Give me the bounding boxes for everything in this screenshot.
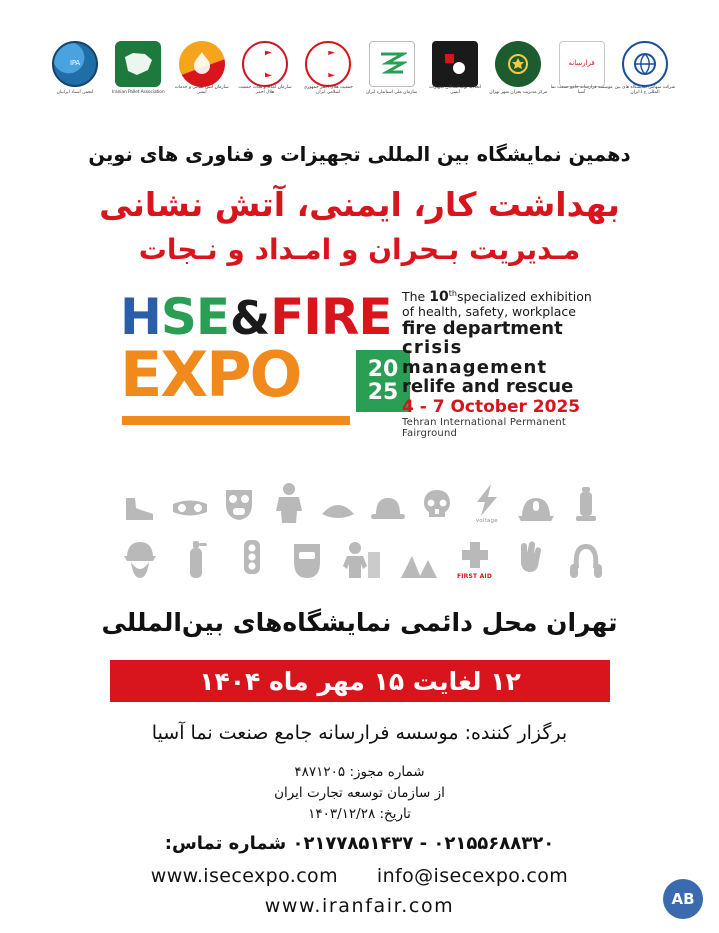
en-line-5: relife and rescue (402, 376, 574, 398)
traffic-light-glyph (240, 538, 264, 580)
suit-glyph (272, 482, 306, 524)
permit-number: شماره مجوز: ۴۸۷۱۲۰۵ (294, 764, 425, 780)
voltage-caption: voltage (475, 518, 498, 524)
firefighter-head-glyph (121, 540, 159, 580)
skull-crossbones-glyph (420, 488, 454, 524)
iran-pallet-association-icon (115, 41, 161, 87)
en-edition-number: 10 (429, 289, 449, 306)
en-venue: Tehran International Permanent Fairground (402, 416, 567, 439)
goggles-glyph (169, 494, 211, 524)
sponsor-abbr-8: فرارسانه (568, 59, 595, 68)
cross-glyph (458, 540, 492, 572)
icon-row-2 (118, 524, 608, 580)
date-ribbon (110, 660, 610, 702)
sponsor-logo-5 (361, 33, 423, 95)
flame-icon (191, 51, 213, 77)
headline-line-3: مـدیریت بـحران و امـداد و نـجات (138, 233, 581, 266)
phone-label: شماره تماس: (164, 833, 287, 854)
website-link-2[interactable]: www.iranfair.com (264, 895, 455, 917)
phone-number-1: ۰۲۱۷۷۸۵۱۴۳۷ (292, 833, 414, 854)
fire-department-icon (179, 41, 225, 87)
sponsor-logo-strip (44, 28, 676, 100)
protective-suit-icon (267, 472, 311, 524)
first-aid-cross-icon (453, 528, 497, 580)
en-date: 4 - 7 October 2025 (402, 396, 581, 417)
hardhat-glyph (368, 492, 408, 524)
sponsor-logo-8 (551, 33, 613, 95)
letter-s: S (160, 288, 196, 346)
rescue-worker-glyph (342, 540, 384, 580)
hard-hat-icon (366, 472, 410, 524)
high-voltage-icon (465, 472, 509, 524)
crescent-icon (252, 51, 278, 77)
permit-authority: از سازمان توسعه تجارت ایران (274, 784, 445, 801)
sponsor-caption-0: انجمن اسناد ایرانیان (56, 89, 94, 95)
traffic-light-icon (230, 528, 274, 580)
ear-muffs-glyph (568, 542, 604, 580)
fire-hydrant-icon (564, 472, 608, 524)
extinguisher-glyph (183, 538, 209, 580)
firefighter-head-icon (118, 528, 162, 580)
respirator-mask-icon (217, 472, 261, 524)
sponsor-logo-9 (614, 33, 676, 95)
safety-goggles-icon (168, 472, 212, 524)
expo-underline-bar (122, 416, 350, 425)
lockup-wordmark (120, 288, 399, 440)
welding-mask-icon (285, 528, 329, 580)
contact-phone-line (0, 833, 719, 854)
icon-row-1 (118, 468, 608, 524)
ampersand: & (230, 291, 270, 345)
crescent-icon-2 (315, 51, 341, 77)
sponsor-logo-3 (234, 33, 296, 95)
en-line-2: of health, safety, workplace (402, 304, 576, 320)
sponsor-caption-2: سازمان آتش نشانی و خدمات ایمنی (174, 84, 229, 95)
date-ribbon-text: ۱۲ لغایت ۱۵ مهر ماه ۱۴۰۴ (199, 666, 521, 696)
safety-gloves-icon (508, 528, 552, 580)
headline-line-2: بهداشت کار، ایمنی، آتش نشانی (99, 185, 620, 224)
safety-equipment-icon (432, 41, 478, 87)
en-specialized: specialized exhibition (456, 289, 592, 305)
toxic-skull-icon (415, 472, 459, 524)
contact-web-line (0, 865, 719, 887)
sponsor-logo-1 (107, 33, 169, 95)
sponsor-caption-7: مرکز مدیریت بحران شهر تهران (489, 89, 548, 95)
red-square-icon (442, 51, 468, 77)
en-line-4: crisis management (402, 337, 548, 378)
sponsor-caption-3: سازمان امداد و نجات جمعیت هلال احمر (238, 84, 292, 95)
iranian-pallet-association-icon (52, 41, 98, 87)
letter-e: E (195, 288, 230, 346)
sponsor-caption-1: Iranian Pallet Association (112, 89, 165, 95)
fire-word: FIRE (270, 288, 392, 346)
phone-number-2: ۰۲۱۵۵۶۸۸۳۲۰ (433, 833, 555, 854)
red-crescent-society-icon (305, 41, 351, 87)
sponsor-logo-2 (171, 33, 233, 95)
sponsor-logo-0 (44, 33, 106, 95)
en-the: The (402, 289, 426, 305)
sponsor-logo-4 (297, 33, 359, 95)
mountain-hazard-icon (397, 528, 441, 580)
expo-word: EXPO (120, 338, 301, 411)
year-bottom: 25 (367, 380, 399, 405)
organizer-line: برگزار کننده: موسسه فرارسانه جامع صنعت نما آسیا (151, 722, 568, 744)
red-crescent-relief-icon (242, 41, 288, 87)
en-line-1 (402, 290, 602, 305)
crisis-management-icon (495, 41, 541, 87)
earmuff-glyph (318, 494, 358, 524)
venue-line: تهران محل دائمی نمایشگاه‌های بین‌المللی (101, 608, 618, 637)
ear-protection-icon (316, 472, 360, 524)
rescue-worker-icon (341, 528, 385, 580)
safety-icon-grid (118, 468, 608, 586)
lockup-english-text (402, 290, 602, 439)
wreath-icon (505, 51, 531, 77)
mountain-glyph (399, 552, 439, 580)
year-top: 20 (367, 356, 399, 382)
glove-glyph (513, 540, 547, 580)
sponsor-caption-9: شرکت سهامی نمایشگاه های بین المللی ج.ا.ایران (614, 84, 676, 95)
standard-organization-icon (369, 41, 415, 87)
en-edition-suffix: th (448, 289, 457, 298)
sponsor-caption-4: جمعیت هلال احمر جمهوری اسلامی ایران (303, 84, 353, 95)
corner-watermark: AB (663, 879, 703, 919)
email-link[interactable]: info@isecexpo.com (376, 865, 569, 887)
farasaneh-media-icon (559, 41, 605, 87)
headline-line-1: دهمین نمایشگاه بین المللی تجهیزات و فناوری های نوین (88, 143, 631, 166)
sponsor-logo-6 (424, 33, 486, 95)
safety-boot-icon (118, 472, 162, 524)
permit-date: تاریخ: ۱۴۰۳/۱۲/۲۸ (308, 805, 411, 822)
zigzag-icon (377, 49, 407, 79)
sponsor-caption-8: موسسه فرارسانه جامع صنعت نما آسیا (550, 84, 613, 95)
ear-muffs-icon (564, 528, 608, 580)
sponsor-logo-7 (487, 33, 549, 95)
iran-fair-icon (622, 41, 668, 87)
iran-map-icon (121, 51, 155, 77)
first-aid-caption: FIRST AID (456, 573, 493, 580)
permit-block (0, 762, 719, 825)
boot-glyph (120, 494, 160, 524)
sponsor-caption-6: اتحادیه تولیدکنندگان تجهیزات ایمنی (428, 84, 482, 95)
fire-helmet-glyph (516, 492, 556, 524)
letter-h: H (120, 288, 161, 346)
hydrant-glyph (572, 486, 600, 524)
lightning-bolt-glyph (471, 483, 503, 517)
en-line-3: fire department (402, 317, 563, 339)
event-logo-lockup (120, 288, 600, 440)
sponsor-caption-5: سازمان ملی استاندارد ایران (365, 89, 418, 95)
globe-icon (632, 51, 658, 77)
sponsor-abbr-0: IPA (69, 59, 81, 68)
phone-separator: - (419, 833, 428, 854)
respirator-glyph (219, 486, 259, 524)
welding-mask-glyph (289, 540, 325, 580)
firefighter-helmet-icon (514, 472, 558, 524)
fire-extinguisher-icon (174, 528, 218, 580)
website-link-1[interactable]: www.isecexpo.com (150, 865, 338, 887)
